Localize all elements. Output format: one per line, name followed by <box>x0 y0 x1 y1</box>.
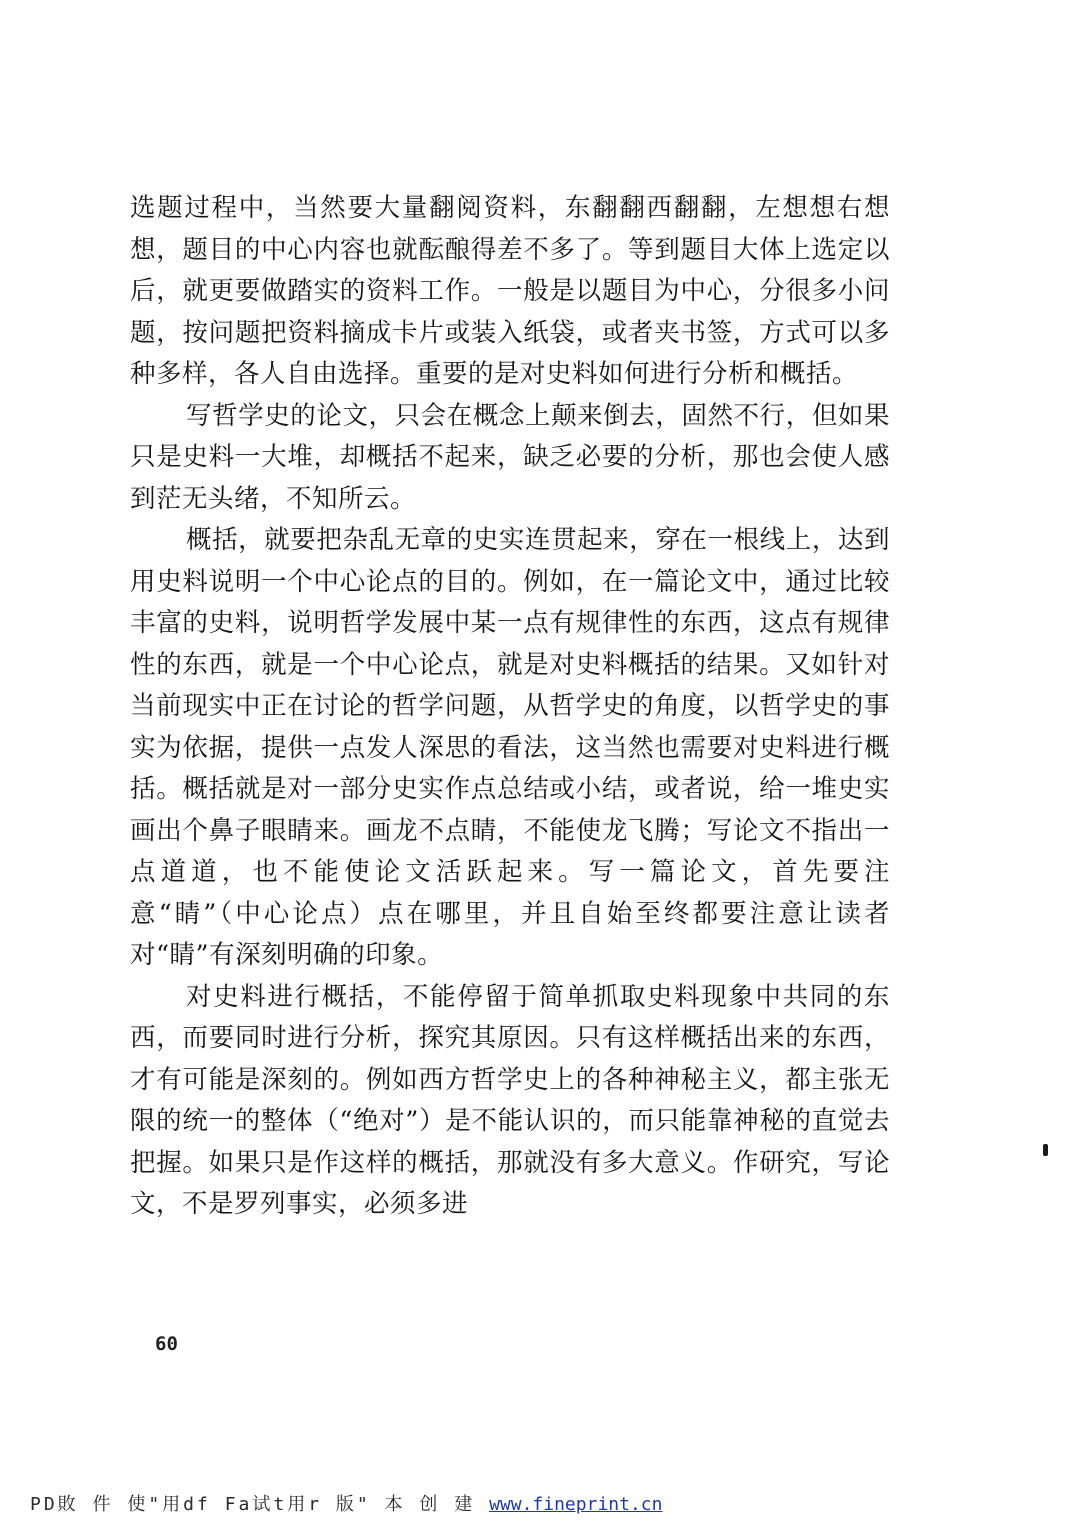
body-text <box>130 188 890 1226</box>
watermark <box>30 1490 662 1516</box>
paragraph-4: 对史料进行概括，不能停留于简单抓取史料现象中共同的东西，而要同时进行分析，探究其原因。只有这样概括出来的东西，才有可能是深刻的。例如西方哲学史上的各种神秘主义，都主张无限的统一的整体（“绝对”）是不能认识的，而只能靠神秘的直觉去把握。如果只是作这样的概括，那就没有多大意义。作研究，写论文，不是罗列事实，必须多进 <box>130 981 890 1219</box>
scan-artifact-mark <box>1043 1144 1048 1156</box>
page-number: 60 <box>155 1333 178 1355</box>
paragraph-1: 选题过程中，当然要大量翻阅资料，东翻翻西翻翻，左想想右想想，题目的中心内容也就酝酿得差不多了。等到题目大体上选定以后，就更要做踏实的资料工作。一般是以题目为中心，分很多小问题，按问题把资料摘成卡片或装入纸袋，或者夹书签，方式可以多种多样，各人自由选择。重要的是对史料如何进行分析和概括。 <box>130 193 890 389</box>
paragraph-3: 概括，就要把杂乱无章的史实连贯起来，穿在一根线上，达到用史料说明一个中心论点的目的。例如，在一篇论文中，通过比较丰富的史料，说明哲学发展中某一点有规律性的东西，这点有规律性的东西，就是一个中心论点，就是对史料概括的结果。又如针对当前现实中正在讨论的哲学问题，从哲学史的角度，以哲学史的事实为依据，提供一点发人深思的看法，这当然也需要对史料进行概括。概括就是对一部分史实作点总结或小结，或者说，给一堆史实画出个鼻子眼睛来。画龙不点睛，不能使龙飞腾；写论文不指出一点道道，也不能使论文活跃起来。写一篇论文，首先要注意“睛”（中心论点）点在哪里，并且自始至终都要注意让读者对“睛”有深刻明确的印象。 <box>130 525 890 970</box>
watermark-link[interactable]: www.fineprint.cn <box>489 1494 663 1515</box>
watermark-text: PD敗 件 使"用df Fa试t用r 版" 本 创 建 <box>30 1494 476 1515</box>
paragraph-2: 写哲学史的论文，只会在概念上颠来倒去，固然不行，但如果只是史料一大堆，却概括不起来，缺乏必要的分析，那也会使人感到茫无头绪，不知所云。 <box>130 400 890 514</box>
